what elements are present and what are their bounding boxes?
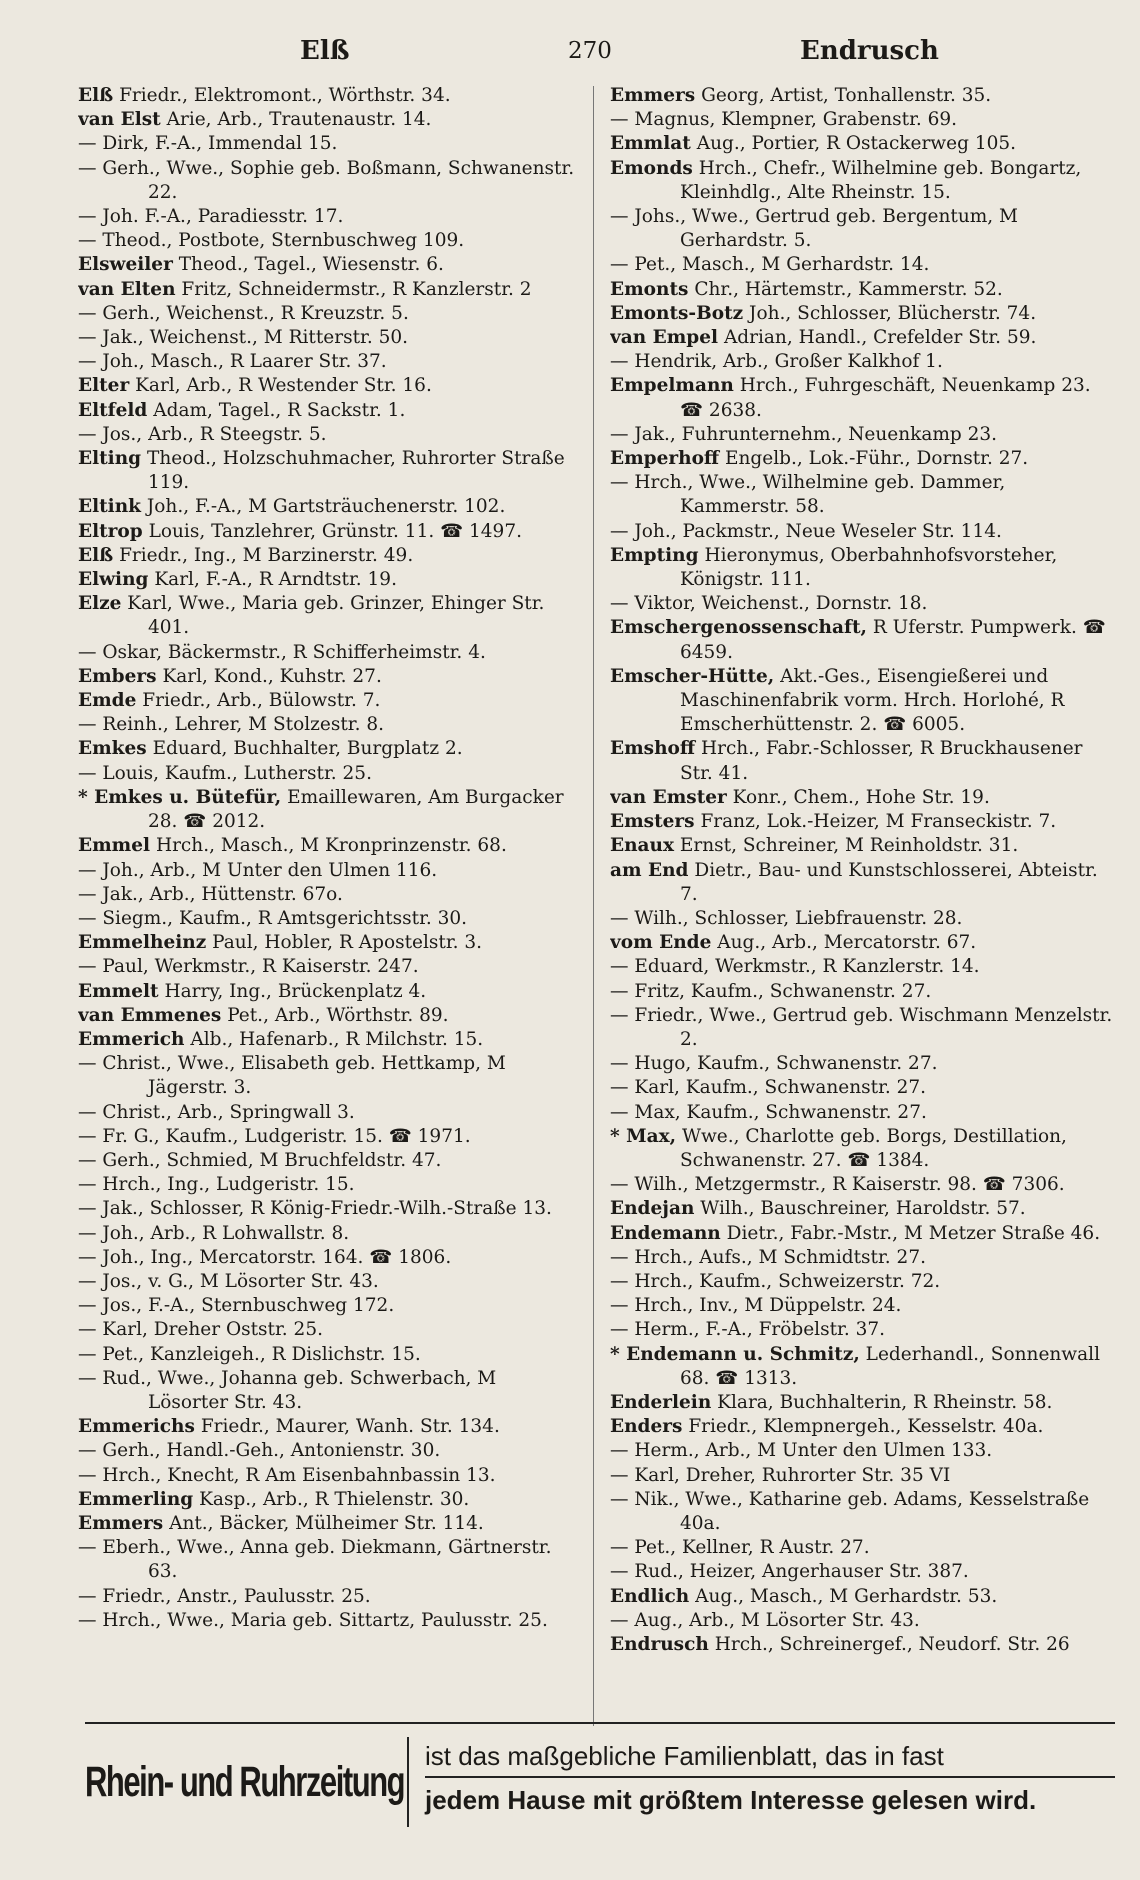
entry-details: Emaillewaren, Am Burgacker 28. ☎ 2012. [148,786,564,833]
directory-entry [78,447,578,495]
entry-details: — Paul, Werkmstr., R Kaiserstr. 247. [78,956,419,978]
entry-surname: Emsters [610,811,695,833]
entry-details: Pet., Arb., Wörthstr. 89. [227,1004,449,1026]
entry-details: Friedr., Klempnergeh., Kesselstr. 40a. [688,1416,1044,1438]
directory-entry [610,520,1115,544]
directory-entry [78,84,578,108]
entry-surname: Eltfeld [78,399,148,421]
entry-details: Adrian, Handl., Crefelder Str. 59. [723,327,1037,349]
banner-line-1: ist das maßgebliche Familienblatt, das in fast [425,1741,1115,1778]
entry-details: Hrch., Chefr., Wilhelmine geb. Bongartz, Kleinhdlg., Alte Rheinstr. 15. [680,157,1082,203]
directory-entry [78,1488,578,1512]
directory-entry [610,350,1115,374]
entry-details: Aug., Masch., M Gerhardstr. 53. [695,1585,998,1607]
entry-details: — Hrch., Wwe., Maria geb. Sittartz, Paulusstr. 25. [78,1609,548,1631]
directory-entry [78,1028,578,1052]
entry-surname: Elze [78,593,122,615]
directory-entry [78,108,578,132]
directory-entry [610,980,1115,1004]
entry-surname: Emmerich [78,1028,185,1050]
entry-details: — Rud., Heizer, Angerhauser Str. 387. [610,1561,969,1583]
entry-details: — Pet., Masch., M Gerhardstr. 14. [610,254,930,276]
directory-entry [610,302,1115,326]
entry-surname: Elter [78,375,130,397]
entry-details: — Max, Kaufm., Schwanenstr. 27. [610,1101,927,1123]
entry-details: Karl, Arb., R Westender Str. 16. [135,375,432,397]
directory-entry [78,1222,578,1246]
directory-entry [610,1125,1115,1173]
entry-details: — Gerh., Wwe., Sophie geb. Boßmann, Schwanenstr. 22. [78,157,575,203]
entry-details: — Joh. F.-A., Paradiesstr. 17. [78,206,344,228]
entry-details: Wilh., Bauschreiner, Haroldstr. 57. [700,1198,1026,1220]
entry-details: Friedr., Arb., Bülowstr. 7. [142,690,381,712]
entry-details: — Hrch., Kaufm., Schweizerstr. 72. [610,1270,941,1292]
directory-entry [78,859,578,883]
directory-entry [78,1512,578,1536]
entry-surname: Emmers [78,1512,164,1534]
banner-top-rule [85,1722,1115,1724]
entry-details: Adam, Tagel., R Sackstr. 1. [153,399,406,421]
entry-details: — Reinh., Lehrer, M Stolzestr. 8. [78,714,384,736]
directory-entry [78,374,578,398]
entry-surname: Empelmann [610,375,734,397]
entry-details: — Wilh., Metzgermstr., R Kaiserstr. 98. ☎ 7306. [610,1174,1065,1196]
entry-details: — Jak., Fuhrunternehm., Neuenkamp 23. [610,423,998,445]
entry-surname: Emmerling [78,1488,194,1510]
entry-details: — Rud., Wwe., Johanna geb. Schwerbach, M Lösorter Str. 43. [78,1367,497,1413]
directory-entry [610,1076,1115,1100]
banner-line-2: jedem Hause mit größtem Interesse gelesen wird. [425,1785,1037,1815]
entry-details: — Hrch., Wwe., Wilhelmine geb. Dammer, Kammerstr. 58. [610,472,1006,518]
entry-details: Harry, Ing., Brückenplatz 4. [164,980,427,1002]
entry-surname: Emscher-Hütte, [610,665,775,687]
directory-entry [78,665,578,689]
entry-details: Karl, Wwe., Maria geb. Grinzer, Ehinger Str. 401. [127,593,545,639]
directory-entry [78,1536,578,1584]
entry-details: Lederhandl., Sonnenwall 68. ☎ 1313. [680,1343,1101,1389]
entry-surname: Elwing [78,569,149,591]
entry-details: Ant., Bäcker, Mülheimer Str. 114. [169,1512,484,1534]
entry-details: Aug., Portier, R Ostackerweg 105. [696,133,1017,155]
directory-entry [78,883,578,907]
directory-entry [78,1367,578,1415]
directory-entry [78,834,578,858]
directory-entry [78,253,578,277]
directory-entry [610,108,1115,132]
entry-details: Joh., F.-A., M Gartsträuchenerstr. 102. [146,496,506,518]
entry-surname: van Emmenes [78,1004,222,1026]
entry-surname: Emonts [610,278,689,300]
entry-details: Dietr., Fabr.-Mstr., M Metzer Straße 46. [726,1222,1101,1244]
directory-entry [610,1052,1115,1076]
directory-entry [78,568,578,592]
directory-entry [610,737,1115,785]
entry-details: — Friedr., Wwe., Gertrud geb. Wischmann Menzelstr. 2. [610,1004,1113,1050]
entry-details: R Uferstr. Pumpwerk. ☎ 6459. [680,617,1106,663]
entry-surname: Elß [78,85,114,106]
entry-details: Alb., Hafenarb., R Milchstr. 15. [190,1028,484,1050]
entry-details: Joh., Schlosser, Blücherstr. 74. [749,302,1037,324]
directory-entry [78,1197,578,1221]
directory-entry [78,1149,578,1173]
entry-details: Hrch., Fuhrgeschäft, Neuenkamp 23. ☎ 2638. [680,375,1091,421]
directory-entry [610,1439,1115,1463]
directory-entry [610,1560,1115,1584]
entry-surname: * Endemann u. Schmitz, [610,1343,860,1365]
entry-details: — Hrch., Ing., Ludgeristr. 15. [78,1174,355,1196]
entry-details: — Nik., Wwe., Katharine geb. Adams, Kesselstraße 40a. [610,1488,1090,1534]
entry-surname: * Max, [610,1125,677,1147]
directory-entry [610,1270,1115,1294]
entry-surname: * Emkes u. Bütefür, [78,786,282,808]
entry-details: — Joh., Arb., M Unter den Ulmen 116. [78,859,438,881]
entry-surname: Emmelt [78,980,159,1002]
directory-entry [78,350,578,374]
directory-entry [78,1415,578,1439]
entry-details: — Jak., Schlosser, R König-Friedr.-Wilh.-Straße 13. [78,1198,552,1220]
entry-surname: Eltrop [78,520,143,542]
directory-entry [78,641,578,665]
entry-details: — Eduard, Werkmstr., R Kanzlerstr. 14. [610,956,980,978]
directory-entry [78,302,578,326]
directory-entry [78,762,578,786]
column-divider [593,86,594,1726]
directory-entry [78,1270,578,1294]
entry-details: Karl, F.-A., R Arndtstr. 19. [154,569,397,591]
directory-entry [610,132,1115,156]
entry-details: Hieronymus, Oberbahnhofsvorsteher, Königstr. 111. [680,544,1058,591]
directory-entry [610,447,1115,471]
directory-entry [78,1439,578,1463]
directory-entry [610,592,1115,616]
directory-entry [78,1052,578,1100]
directory-entry [78,592,578,640]
directory-entry [610,1318,1115,1342]
directory-entry [78,1609,578,1633]
entry-details: — Christ., Arb., Springwall 3. [78,1101,355,1123]
directory-entry [610,834,1115,858]
directory-entry [78,713,578,737]
entry-details: Hrch., Masch., M Kronprinzenstr. 68. [155,835,507,857]
entry-details: — Eberh., Wwe., Anna geb. Diekmann, Gärtnerstr. 63. [78,1537,552,1583]
entry-details: Klara, Buchhalterin, R Rheinstr. 58. [717,1391,1053,1413]
entry-surname: Empting [610,544,699,566]
entry-details: — Karl, Dreher, Ruhrorter Str. 35 VI [610,1464,951,1486]
directory-entry [78,520,578,544]
entry-details: Friedr., Ing., M Barzinerstr. 49. [119,544,414,566]
entry-surname: van Elst [78,109,161,131]
directory-entry [610,1464,1115,1488]
entry-surname: van Elten [78,278,176,300]
directory-entry [610,1609,1115,1633]
directory-entry [78,495,578,519]
directory-entry [610,205,1115,253]
entry-details: — Dirk, F.-A., Immendal 15. [78,133,338,155]
directory-entry [610,1415,1115,1439]
directory-entry [610,907,1115,931]
entry-details: — Jos., Arb., R Steegstr. 5. [78,423,327,445]
directory-entry [610,931,1115,955]
entry-details: — Joh., Arb., R Lohwallstr. 8. [78,1222,350,1244]
entry-details: — Hrch., Inv., M Düppelstr. 24. [610,1295,902,1317]
directory-entry [610,326,1115,350]
directory-entry [610,1536,1115,1560]
banner-newspaper-title: Rhein- und Ruhrzeitung [85,1758,405,1806]
page-number: 270 [568,38,612,64]
entry-details: Kasp., Arb., R Thielenstr. 30. [199,1488,470,1510]
entry-details: — Hrch., Aufs., M Schmidtstr. 27. [610,1246,926,1268]
entry-details: — Johs., Wwe., Gertrud geb. Bergentum, M Gerhardstr. 5. [610,206,1018,252]
directory-entry [610,1246,1115,1270]
entry-surname: Emde [78,690,137,712]
entry-details: Konr., Chem., Hohe Str. 19. [732,786,990,808]
directory-entry [78,1101,578,1125]
directory-entry [610,423,1115,447]
entry-details: Hrch., Fabr.-Schlosser, R Bruckhausener Str. 41. [680,738,1083,784]
directory-entry [610,1488,1115,1536]
entry-details: Louis, Tanzlehrer, Grünstr. 11. ☎ 1497. [148,520,522,542]
entry-details: Georg, Artist, Tonhallenstr. 35. [701,85,992,106]
entry-details: — Pet., Kanzleigeh., R Dislichstr. 15. [78,1343,421,1365]
directory-entry [78,1173,578,1197]
entry-details: — Aug., Arb., M Lösorter Str. 43. [610,1609,920,1631]
directory-entry [78,689,578,713]
directory-entry [78,931,578,955]
entry-surname: Emmlat [610,133,691,155]
directory-entry [610,616,1115,664]
directory-entry [78,1585,578,1609]
directory-entry [610,810,1115,834]
entry-details: — Gerh., Schmied, M Bruchfeldstr. 47. [78,1149,442,1171]
banner-separator [407,1737,409,1827]
directory-entry [610,157,1115,205]
entry-details: — Fritz, Kaufm., Schwanenstr. 27. [610,980,932,1002]
entry-details: Friedr., Elektromont., Wörthstr. 34. [119,85,451,106]
entry-details: Fritz, Schneidermstr., R Kanzlerstr. 2 [181,278,532,300]
directory-entry [610,278,1115,302]
directory-entry [610,1004,1115,1052]
directory-entry [78,278,578,302]
directory-entry [610,471,1115,519]
entry-surname: Endejan [610,1198,695,1220]
right-column [610,84,1115,1729]
directory-entry [610,1585,1115,1609]
entry-surname: van Emster [610,786,727,808]
directory-entry [78,399,578,423]
directory-entry [610,1391,1115,1415]
directory-entry [78,326,578,350]
directory-entry [610,1343,1115,1391]
entry-surname: Eltink [78,496,141,518]
entry-details: — Karl, Dreher Oststr. 25. [78,1319,323,1341]
entry-surname: Emschergenossenschaft, [610,617,867,639]
entry-surname: Endlich [610,1585,690,1607]
entry-surname: Embers [78,665,157,687]
directory-entry [78,1125,578,1149]
entry-surname: van Empel [610,327,719,349]
advertisement-banner [85,1733,1115,1833]
entry-details: — Christ., Wwe., Elisabeth geb. Hettkamp, M Jägerstr. 3. [78,1053,506,1099]
entry-surname: Endrusch [610,1634,709,1655]
directory-entry [78,737,578,761]
entry-details: — Louis, Kaufm., Lutherstr. 25. [78,762,372,784]
directory-entry [610,1173,1115,1197]
entry-details: Akt.-Ges., Eisengießerei und Maschinenfabrik vorm. Hrch. Horlohé, R Emscherhüttenstr. 2. ☎ 6005. [680,665,1065,736]
entry-details: Franz, Lok.-Heizer, M Franseckistr. 7. [700,811,1057,833]
directory-entry [610,374,1115,422]
directory-entry [610,665,1115,738]
entry-details: — Hendrik, Arb., Großer Kalkhof 1. [610,351,943,373]
entry-surname: Elß [78,544,114,566]
directory-entry [78,157,578,205]
directory-entry [610,1197,1115,1221]
entry-surname: Enderlein [610,1391,712,1413]
entry-details: — Hugo, Kaufm., Schwanenstr. 27. [610,1053,938,1075]
directory-entry [78,907,578,931]
directory-entry [610,84,1115,108]
entry-details: — Magnus, Klempner, Grabenstr. 69. [610,109,958,131]
entry-details: Theod., Holzschuhmacher, Ruhrorter Straße 119. [146,448,565,494]
entry-details: Karl, Kond., Kuhstr. 27. [162,665,382,687]
directory-entry [610,1633,1115,1657]
directory-entry [78,1294,578,1318]
directory-entry [78,205,578,229]
directory-entry [78,1246,578,1270]
directory-entry [78,1004,578,1028]
entry-details: Friedr., Maurer, Wanh. Str. 134. [200,1416,500,1438]
entry-surname: Emmelheinz [78,932,207,954]
entry-surname: Emonts-Botz [610,302,744,324]
entry-details: Eduard, Buchhalter, Burgplatz 2. [152,738,463,760]
entry-details: — Gerh., Weichenst., R Kreuzstr. 5. [78,302,409,324]
entry-surname: Elsweiler [78,254,173,276]
entry-details: — Wilh., Schlosser, Liebfrauenstr. 28. [610,907,963,929]
entry-surname: Emmel [78,835,151,857]
directory-entry [610,1101,1115,1125]
entry-details: — Theod., Postbote, Sternbuschweg 109. [78,230,465,252]
entry-surname: Endemann [610,1222,721,1244]
entry-details: — Jos., v. G., M Lösorter Str. 43. [78,1270,379,1292]
entry-surname: Emmerichs [78,1416,195,1438]
entry-surname: Emkes [78,738,147,760]
entry-details: Engelb., Lok.-Führ., Dornstr. 27. [725,448,1029,470]
entry-details: — Viktor, Weichenst., Dornstr. 18. [610,593,928,615]
entry-details: Theod., Tagel., Wiesenstr. 6. [178,254,444,276]
page-header [0,30,1140,70]
entry-details: — Fr. G., Kaufm., Ludgeristr. 15. ☎ 1971. [78,1125,471,1147]
entry-details: — Joh., Packmstr., Neue Weseler Str. 114. [610,520,1002,542]
directory-entry [78,980,578,1004]
directory-entry [610,786,1115,810]
header-left-keyword: Elß [300,36,350,66]
directory-entry [78,544,578,568]
directory-entry [78,1343,578,1367]
entry-details: — Karl, Kaufm., Schwanenstr. 27. [610,1077,927,1099]
directory-entry [78,132,578,156]
entry-details: — Hrch., Knecht, R Am Eisenbahnbassin 13. [78,1464,496,1486]
directory-entry [78,229,578,253]
entry-surname: Emmers [610,85,696,106]
directory-entry [610,859,1115,907]
left-column [78,84,578,1729]
entry-details: Ernst, Schreiner, M Reinholdstr. 31. [679,835,1019,857]
directory-entry [78,1464,578,1488]
entry-surname: Emshoff [610,738,696,760]
directory-entry [610,955,1115,979]
entry-details: Paul, Hobler, R Apostelstr. 3. [212,932,483,954]
entry-details: Aug., Arb., Mercatorstr. 67. [717,932,977,954]
entry-details: — Joh., Ing., Mercatorstr. 164. ☎ 1806. [78,1246,452,1268]
directory-entry [610,1222,1115,1246]
entry-details: — Joh., Masch., R Laarer Str. 37. [78,351,387,373]
entry-surname: Elting [78,448,142,470]
entry-details: — Herm., F.-A., Fröbelstr. 37. [610,1319,886,1341]
entry-details: Dietr., Bau- und Kunstschlosserei, Abteistr. 7. [680,859,1098,905]
entry-details: — Siegm., Kaufm., R Amtsgerichtsstr. 30. [78,907,468,929]
entry-details: — Jak., Arb., Hüttenstr. 67o. [78,883,343,905]
directory-entry [78,955,578,979]
entry-surname: Emperhoff [610,448,720,470]
entry-details: — Jak., Weichenst., M Ritterstr. 50. [78,327,409,349]
entry-surname: am End [610,859,689,881]
entry-details: Chr., Härtemstr., Kammerstr. 52. [694,278,1003,300]
entry-surname: Emonds [610,157,693,179]
directory-entry [78,1318,578,1342]
entry-details: — Pet., Kellner, R Austr. 27. [610,1537,870,1559]
header-right-keyword: Endrusch [800,36,939,66]
directory-entry [610,1294,1115,1318]
directory-entry [78,786,578,834]
entry-surname: Enders [610,1416,683,1438]
entry-details: — Friedr., Anstr., Paulusstr. 25. [78,1585,371,1607]
directory-entry [78,423,578,447]
directory-entry [610,253,1115,277]
entry-details: — Jos., F.-A., Sternbuschweg 172. [78,1295,395,1317]
entry-details: — Gerh., Handl.-Geh., Antonienstr. 30. [78,1440,441,1462]
entry-surname: Enaux [610,835,675,857]
entry-details: Hrch., Schreinergef., Neudorf. Str. 26 [714,1634,1070,1655]
entry-details: — Oskar, Bäckermstr., R Schifferheimstr. 4. [78,641,486,663]
entry-surname: vom Ende [610,932,712,954]
entry-details: — Herm., Arb., M Unter den Ulmen 133. [610,1440,993,1462]
entry-details: Wwe., Charlotte geb. Borgs, Destillation, Schwanenstr. 27. ☎ 1384. [680,1125,1067,1171]
entry-details: Arie, Arb., Trautenaustr. 14. [166,109,432,131]
directory-entry [610,544,1115,592]
